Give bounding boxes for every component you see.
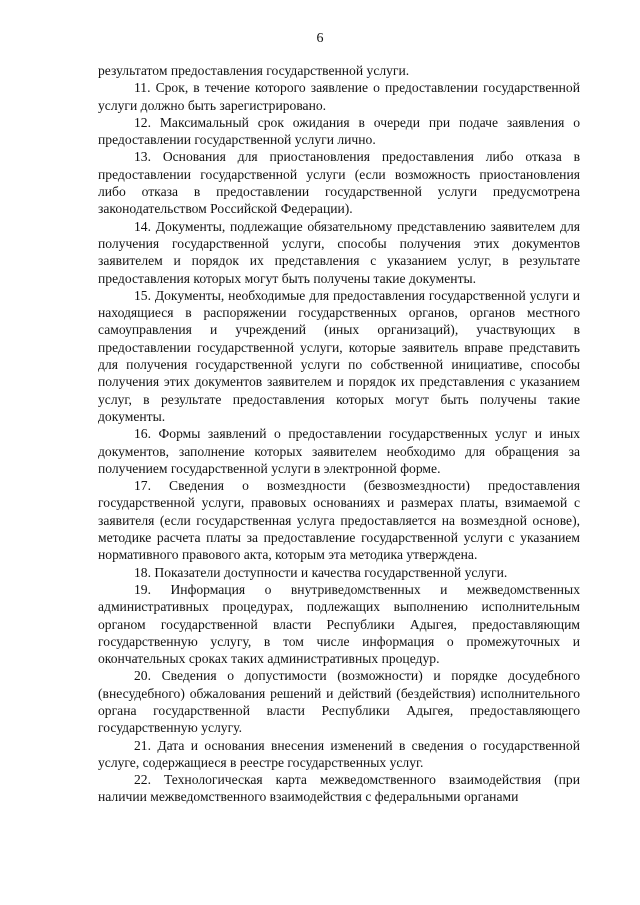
paragraph-item-12: 12. Максимальный срок ожидания в очереди при подаче заявления о предоставлении государственной услуги лично. — [98, 114, 580, 148]
paragraph-item-14: 14. Документы, подлежащие обязательному представлению заявителем для получения государственной услуги, способы получения этих документов заявителем и порядок их представления с указанием услуг, в результате предоставления которых могут быть получены такие документы. — [98, 218, 580, 286]
paragraph-item-19: 19. Информация о внутриведомственных и межведомственных административных процедурах, подлежащих выполнению исполнительным органом государственной власти Республики Адыгея, предоставляющим государственную услугу, в том числе информация о промежуточных и окончательных сроках таких административных процедур. — [98, 581, 580, 667]
paragraph-item-21: 21. Дата и основания внесения изменений в сведения о государственной услуге, содержащиеся в реестре государственных услуг. — [98, 737, 580, 770]
paragraph-continuation: результатом предоставления государственной услуги. — [98, 63, 410, 78]
paragraph-item-11: 11. Срок, в течение которого заявление о предоставлении государственной услуги должно быть зарегистрировано. — [98, 80, 580, 113]
paragraph-item-22: 22. Технологическая карта межведомственного взаимодействия (при наличии межведомственного взаимодействия с федеральными органами — [98, 772, 580, 805]
paragraph-item-20: 20. Сведения о допустимости (возможности) и порядке досудебного (внесудебного) обжалования решений и действий (бездействия) исполнительного органа государственной власти Республики Адыгея, предоставляющего государственную услугу. — [98, 668, 580, 736]
paragraph-item-13: 13. Основания для приостановления предоставления либо отказа в предоставлении государственной услуги (если возможность приостановления либо отказа в предоставлении государственной услуги предусмотрена законодательством Российской Федерации). — [98, 149, 580, 217]
paragraph-item-15: 15. Документы, необходимые для предоставления государственной услуги и находящиеся в распоряжении государственных органов, органов местного самоуправления и учреждений (иных организаций), участвующих в предоставлении государственной услуги, которые заявитель вправе представить для получения государственной услуги по собственной инициативе, способы получения этих документов заявителем и порядок их представления с указанием услуг, в результате предоставления которых могут быть получены такие документы. — [98, 287, 580, 424]
paragraph-item-16: 16. Формы заявлений о предоставлении государственных услуг и иных документов, заполнение которых заявителем необходимо для обращения за получением государственной услуги в электронной форме. — [98, 426, 580, 476]
paragraph-item-18: 18. Показатели доступности и качества государственной услуги. — [134, 564, 508, 580]
document-body — [98, 62, 580, 806]
paragraph-item-17: 17. Сведения о возмездности (безвозмездности) предоставления государственной услуги, правовых основаниях и размерах платы, взимаемой с заявителя (если государственная услуга предоставляется на возмездной основе), методике расчета платы за предоставление государственной услуги с указанием нормативного правового акта, которым эта методика утверждена. — [98, 478, 580, 563]
page-number: 6 — [316, 31, 324, 46]
